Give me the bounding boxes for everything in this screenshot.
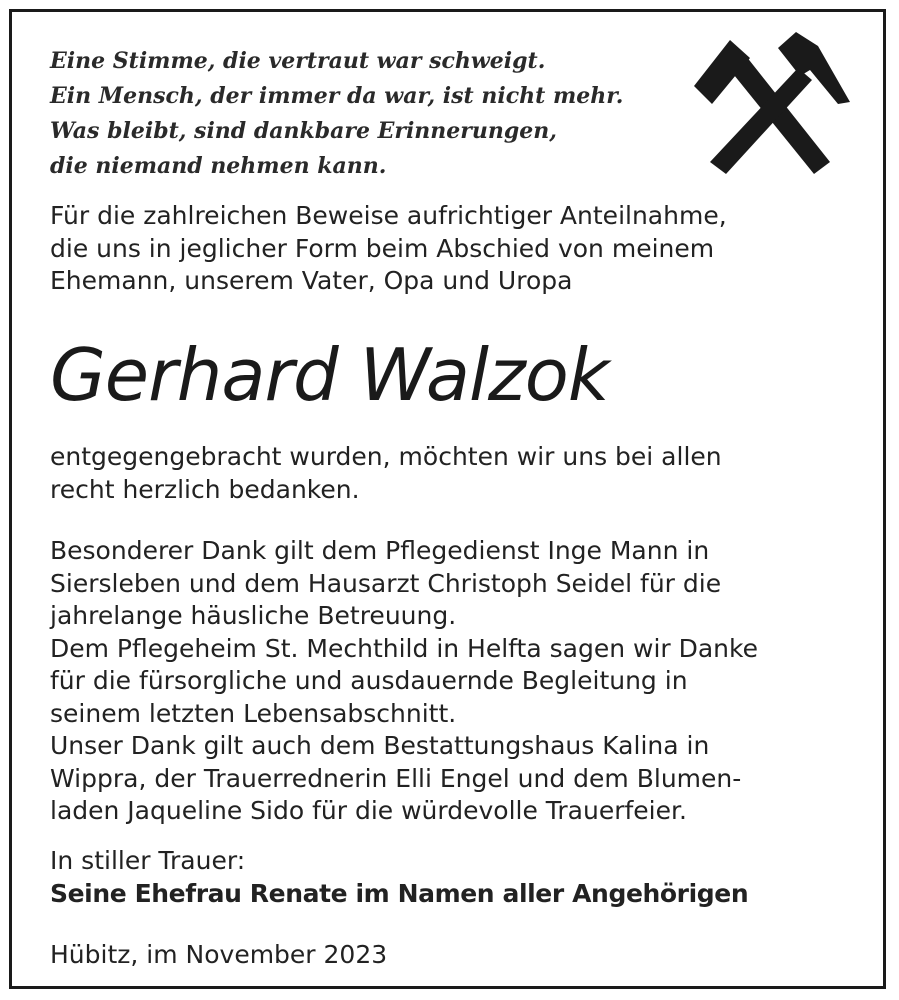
text-line: laden Jaqueline Sido für die würdevolle Trauerfeier. (50, 796, 687, 825)
text-line: die uns in jeglicher Form beim Abschied von meinem (50, 233, 715, 263)
deceased-name: Gerhard Walzok (50, 333, 609, 417)
mourners-signature: Seine Ehefrau Renate im Namen aller Angehörigen (50, 878, 749, 908)
special-thanks-paragraph (50, 535, 758, 828)
thanks-paragraph (50, 441, 722, 506)
text-line: entgegengebracht wurden, möchten wir uns bei allen (50, 442, 722, 471)
poem-line: die niemand nehmen kann. (50, 153, 387, 179)
text-line: Für die zahlreichen Beweise aufrichtiger Anteilnahme, (50, 201, 727, 230)
poem-line: Ein Mensch, der immer da war, ist nicht mehr. (50, 83, 624, 109)
poem-line: Eine Stimme, die vertraut war schweigt. (50, 48, 546, 74)
intro-paragraph (50, 200, 727, 298)
text-line: seinem letzten Lebensabschnitt. (50, 698, 457, 728)
text-line: Wippra, der Trauerrednerin Elli Engel und dem Blumen- (50, 763, 742, 793)
text-line: für die fürsorgliche und ausdauernde Begleitung in (50, 666, 688, 695)
place-and-date: Hübitz, im November 2023 (50, 940, 388, 969)
text-line: jahrelange häusliche Betreuung. (50, 601, 457, 630)
mourning-section (50, 845, 748, 910)
text-line: Besonderer Dank gilt dem Pflegedienst Inge Mann in (50, 536, 710, 565)
text-line: Ehemann, unserem Vater, Opa und Uropa (50, 266, 573, 295)
hammer-and-pick-icon (690, 30, 850, 175)
poem-line: Was bleibt, sind dankbare Erinnerungen, (50, 118, 557, 144)
mourning-label: In stiller Trauer: (50, 846, 246, 875)
text-line: Unser Dank gilt auch dem Bestattungshaus Kalina in (50, 731, 710, 760)
text-line: Siersleben und dem Hausarzt Christoph Seidel für die (50, 568, 722, 598)
text-line: recht herzlich bedanken. (50, 474, 360, 504)
memorial-poem (50, 44, 623, 184)
text-line: Dem Pflegeheim St. Mechthild in Helfta sagen wir Danke (50, 633, 758, 663)
